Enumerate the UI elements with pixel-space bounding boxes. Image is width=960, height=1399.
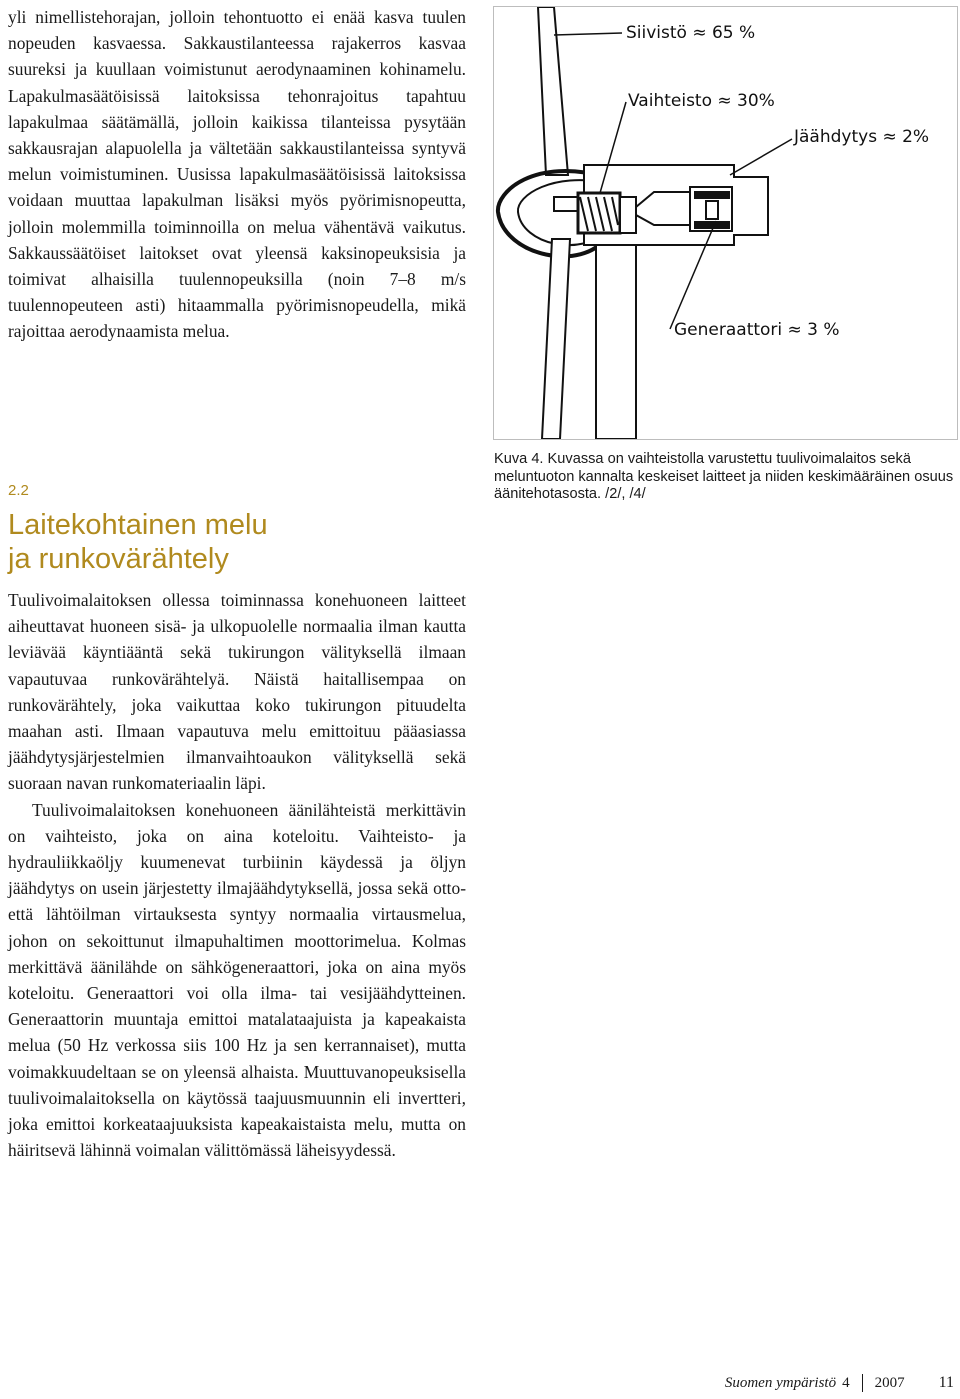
body-paragraph-3: Tuulivoimalaitoksen konehuoneen äänilähteistä merkittävin on vaihteisto, joka on aina koteloitu. Vaihteisto- ja hydrauliikkaöljy kuumenevat turbiinin käydessä ja öljyn jäähdytys on usein järjestetty ilmajäähdytyksellä, jossa sekä otto- että lähtöilman virtauksesta syntyy normaalia virtausmelua, johon on sekoittunut ilmapuhaltimen moottorimelua. Kolmas merkittävä äänilähde on sähkögeneraattori, joka on aina myös koteloitu. Generaattori voi olla ilma- tai vesijäähdytteinen. Generaattorin muuntaja emittoi matalataajuista ja kapeakaista melua (50 Hz verkossa siis 100 Hz ja sen kerrannaiset), mutta voimakkuudeltaan se on yleensä alhaista. Muuttuvanopeuksisella tuulivoimalaitoksella on käytössä taajuusmuunnin eli invertteri, joka emittoi korkeataajuuksista kapeakaistaista melu, mutta on häiritsevä lähinnä voimalan välittömässä läheisyydessä. [8, 799, 466, 1161]
footer-year: 2007 [874, 1374, 905, 1391]
label-jaahdytys: Jäähdytys ≈ 2% [794, 127, 930, 147]
turbine-diagram [494, 7, 957, 439]
figure-caption [494, 451, 956, 504]
body-paragraph-1: yli nimellistehorajan, jolloin tehontuotto ei enää kasva tuulen nopeuden kasvaessa. Sakkaustilanteessa rajakerros kasvaa suureksi ja kuullaan voimistunut aerodynaaminen kohinamelu. Lapakulmasäätöisissä laitoksissa tehonrajoitus tapahtuu lapakulmaa säätämällä, jolloin kaikissa tilanteissa pysytään sakkausrajan alapuolella ja vältetään sakkaustilanteissa syntyvä melun voimistuminen. Uusissa lapakulmasäätöisissä laitoksissa voidaan muuttaa lapakulman lisäksi myös pyörimisnopeutta, jolloin molemmilla toiminnoilla on melua vähentävä vaikutus. Sakkaussäätöiset laitokset ovat yleensä kaksinopeuksisia ja toimivat alhaisilla tuulennopeuksilla (noin 7–8 m/s tuulennopeuteen asti) hitaammalla pyörimisnopeudella, mikä rajoittaa aerodynaamista melua. [8, 7, 466, 342]
caption-label: Kuva 4. [494, 451, 544, 467]
page-number: 11 [938, 1374, 954, 1391]
label-vaihteisto: Vaihteisto ≈ 30% [628, 91, 775, 111]
generator [690, 187, 732, 231]
text-column-bottom [8, 587, 466, 1163]
lower-blade-shape [542, 239, 570, 439]
label-siivisto: Siivistö ≈ 65 % [626, 23, 756, 43]
leader-jaahdytys [730, 139, 792, 175]
text-column-top [8, 4, 466, 345]
tower [596, 245, 636, 439]
wind-turbine-figure [493, 6, 958, 440]
body-paragraph-2: Tuulivoimalaitoksen ollessa toiminnassa konehuoneen laitteet aiheuttavat huoneen sisä- ja ulkopuolelle normaalia ilman kautta leviävää käyntiääntä sekä tukirungon välityksellä ilmaan vapautuvaa runkovärähtelyä. Näistä haitallisempaa on runkovärähtely, joka vaikuttaa koko tukirungon pituudelta maahan asti. Ilmaan vapautuva melu emittoituu pääasiassa jäähdytysjärjestelmien ilmanvaihtoaukon välityksellä sekä suoraan navan runkomateriaalin läpi. [8, 590, 466, 794]
caption-text: Kuvassa on vaihteistolla varustettu tuulivoimalaitos sekä meluntuoton kannalta keskeiset laitteet ja niiden keskimääräinen osuus äänitehotasosta. /2/, /4/ [494, 451, 954, 503]
label-generaattori: Generaattori ≈ 3 % [674, 320, 840, 340]
section-title-line-2: ja runkovärähtely [8, 543, 229, 575]
footer-divider [862, 1374, 863, 1392]
page-footer [725, 1374, 954, 1392]
section-title [8, 508, 468, 576]
gearbox [578, 193, 636, 233]
footer-journal: Suomen ympäristö [724, 1374, 837, 1391]
section-number: 2.2 [8, 482, 29, 499]
section-title-line-1: Laitekohtainen melu [8, 509, 268, 541]
leader-siivisto [554, 33, 622, 35]
footer-issue: 4 [842, 1374, 850, 1391]
upper-blade-shape [538, 7, 568, 175]
